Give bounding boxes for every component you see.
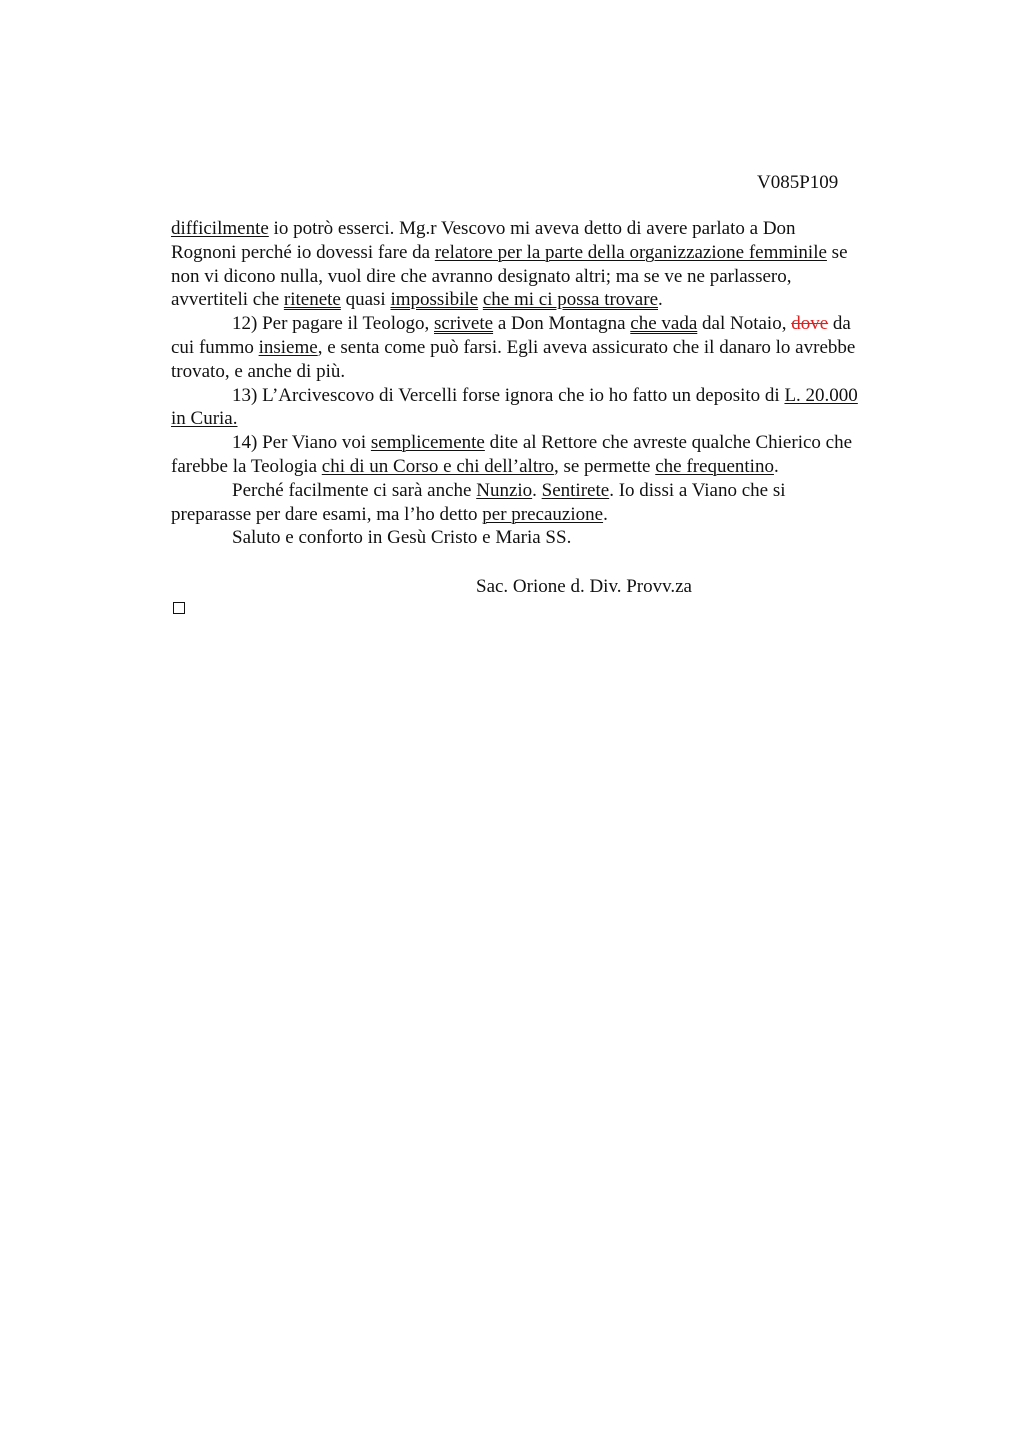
underlined-phrase: relatore per la parte della organizzazione femminile: [434, 241, 827, 263]
text-span: 12) Per pagare il Teologo,: [232, 313, 434, 335]
end-marker-box: [173, 602, 185, 614]
text-line: [171, 265, 931, 289]
text-span: se: [826, 241, 848, 263]
letter-body: [171, 217, 931, 550]
text-span: preparasse per dare esami, ma l’ho detto: [171, 503, 483, 525]
underlined-phrase: chi di un Corso e chi dell’altro: [321, 455, 554, 477]
underlined-phrase: per precauzione: [482, 503, 604, 525]
underlined-amount: L. 20.000: [784, 384, 858, 406]
text-span: cui fummo: [171, 336, 259, 358]
double-underlined-phrase: che vada: [630, 313, 698, 335]
deleted-word: dove: [791, 313, 829, 335]
double-underlined-word: scrivete: [434, 313, 494, 335]
text-span: avvertiteli che: [171, 289, 284, 311]
text-line: [171, 217, 931, 241]
text-span: non vi dicono nulla, vuol dire che avranno designato altri; ma se ve ne parlassero,: [171, 265, 792, 287]
text-span: 14) Per Viano voi: [232, 432, 371, 454]
page-id: V085P109: [757, 172, 839, 193]
text-line: [171, 360, 931, 384]
text-span: . Io dissi a Viano che si: [609, 479, 786, 501]
text-span: .: [532, 479, 542, 501]
text-span: dal Notaio,: [697, 313, 792, 335]
text-line: [171, 479, 931, 503]
text-span: dite al Rettore che avreste qualche Chierico che: [484, 432, 853, 454]
text-line: [171, 336, 931, 360]
signature: Sac. Orione d. Div. Provv.za: [476, 576, 692, 597]
double-underlined-word: ritenete: [283, 289, 341, 311]
closing-greeting: Saluto e conforto in Gesù Cristo e Maria SS.: [232, 527, 572, 549]
text-line: [171, 384, 931, 408]
text-line: [171, 503, 931, 527]
underlined-phrase: che frequentino: [655, 455, 774, 477]
text-line: [171, 288, 931, 312]
double-underlined-phrase: che mi ci possa trovare: [482, 289, 658, 311]
double-underlined-word: impossibile: [390, 289, 479, 311]
text-span: Perché facilmente ci sarà anche: [232, 479, 477, 501]
text-line: [171, 407, 931, 431]
underlined-phrase: in Curia.: [171, 408, 238, 430]
underlined-word: insieme: [258, 336, 318, 358]
text-span: a Don Montagna: [493, 313, 631, 335]
text-span: .: [773, 455, 779, 477]
text-span: .: [658, 289, 663, 311]
text-span: , e senta come può farsi. Egli aveva assicurato che il danaro lo avrebbe: [317, 336, 856, 358]
text-line: [171, 455, 931, 479]
text-span: da: [828, 313, 851, 335]
text-line: [171, 526, 931, 550]
text-line: [171, 241, 931, 265]
underlined-word: semplicemente: [370, 432, 485, 454]
text-span: trovato, e anche di più.: [171, 360, 346, 382]
text-span: quasi: [340, 289, 391, 311]
text-span: farebbe la Teologia: [171, 455, 322, 477]
text-span: 13) L’Arcivescovo di Vercelli forse ignora che io ho fatto un deposito di: [232, 384, 785, 406]
text-line: [171, 431, 931, 455]
text-line: [171, 312, 931, 336]
text-span: .: [603, 503, 608, 525]
underlined-word: Sentirete: [541, 479, 610, 501]
underlined-word: difficilmente: [171, 218, 269, 239]
underlined-word: Nunzio: [476, 479, 533, 501]
text-span: Rognoni perché io dovessi fare da: [171, 241, 435, 263]
text-span: , se permette: [553, 455, 656, 477]
text-span: io potrò esserci. Mg.r Vescovo mi aveva detto di avere parlato a Don: [268, 218, 796, 239]
